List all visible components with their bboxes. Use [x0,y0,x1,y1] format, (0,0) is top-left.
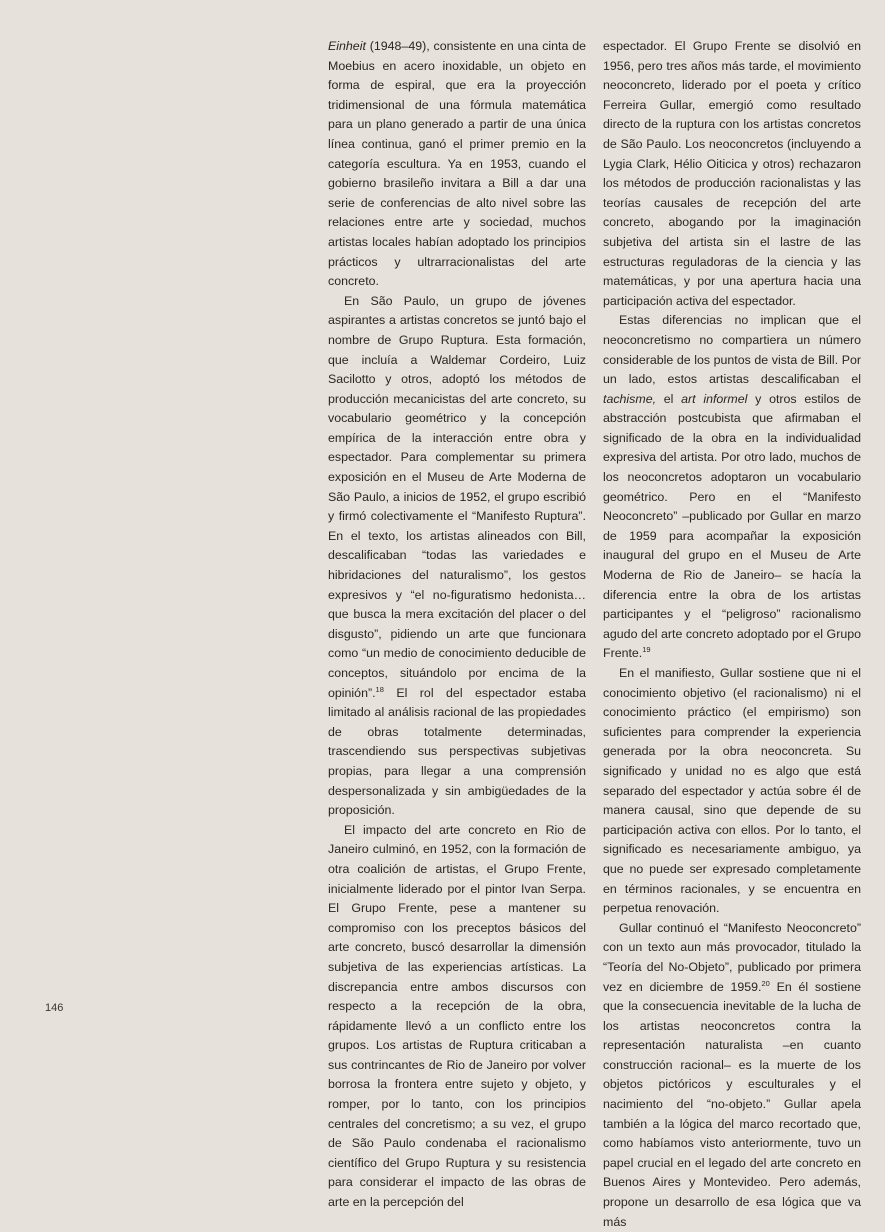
paragraph [328,37,586,292]
paragraph: El impacto del arte concreto en Rio de Janeiro culminó, en 1952, con la formación de otra coalición de artistas, el Grupo Frente, inicialmente liderado por el pintor Ivan Serpa. El Grupo Frente, pese a mantener su compromiso con los preceptos básicos del arte concreto, buscó desarrollar la dimensión subjetiva de las experiencias artísticas. La discrepancia entre ambos discursos con respecto a la recepción de la obra, rápidamente llevó a un conflicto entre los grupos. Los artistas de Ruptura criticaban a sus contrincantes de Rio de Janeiro por volver borrosa la frontera entre sujeto y objeto, y romper, por lo tanto, con los principios centrales del concretismo; a su vez, el grupo de São Paulo condenaba el racionalismo científico del Grupo Ruptura y su resistencia para considerar el impacto de las obras de arte en la percepción del [328,822,586,1210]
paragraph-text: Gullar continuó el “Manifesto Neoconcreto” con un texto aun más provocador, titulado la “Teoría del No-Objeto”, publicado por primera vez en diciembre de 1959. [603,920,861,994]
italic-term: Einheit [328,39,366,53]
paragraph-text: El rol del espectador estaba limitado al análisis racional de las propiedades de obras totalmente determinadas, trascendiendo sus perspectivas subjetivas propias, para llegar a una comprensión despersonalizada y sin ambigüedades de la proposición. [328,685,586,818]
italic-term: tachisme, [603,391,657,406]
paragraph: espectador. El Grupo Frente se disolvió en 1956, pero tres años más tarde, el movimiento neoconcreto, liderado por el poeta y crítico Ferreira Gullar, emergió como resultado directo de la ruptura con los artistas concretos de São Paulo. Los neoconcretos (incluyendo a Lygia Clark, Hélio Oiticica y otros) rechazaron los métodos de producción racionalistas y las teorías causales de recepción del arte concreto, abogando por la imaginación subjetiva del artista sin el lastre de las estructuras reguladoras de la ciencia y las matemáticas, y por una apertura hacia una participación activa del espectador. [603,39,861,308]
paragraph [328,292,586,821]
left-text-column [328,37,586,1213]
paragraph-text: el [656,391,682,406]
paragraph-text: (1948–49), consistente en una cinta de Moebius en acero inoxidable, un objeto en forma de espiral, que era la proyección tridimensional de una fórmula matemática para un plano generado a partir de una única línea continua, ganó el primer premio en la categoría escultura. Ya en 1953, cuando el gobierno brasileño invitara a Bill a dar una serie de conferencias de alto nivel sobre las relaciones entre arte y sociedad, muchos artistas locales habían adoptado los principios prácticos y ultrarracionalistas del arte concreto. [328,39,586,289]
paragraph: En el manifiesto, Gullar sostiene que ni el conocimiento objetivo (el racionalismo) ni el conocimiento práctico (el empirismo) son suficientes para comprender la experiencia generada por la obra neoconcreta. Su significado y unidad no es algo que está separado del espectador y actúa sobre él de manera causal, sino que depende de su participación activa con ellos. Por lo tanto, el significado es necesariamente ambiguo, ya que no puede ser expresado completamente en términos racionales, y se encuentra en perpetua renovación. [603,666,861,916]
paragraph [603,919,861,1232]
page-number: 146 [45,1002,64,1014]
paragraph [603,311,861,664]
paragraph-text: Estas diferencias no implican que el neoconcretismo no compartiera un número considerable de los puntos de vista de Bill. Por un lado, estos artistas descalificaban el [603,313,861,387]
paragraph-text: En él sostiene que la consecuencia inevitable de la lucha de los artistas neoconcretos contra la representación naturalista –en cuanto construcción racional– es la muerte de los objetos pictóricos y esculturales y el nacimiento del “no-objeto.” Gullar apela también a la lógica del marco recortado que, como habíamos visto anteriormente, tuvo un papel crucial en el legado del arte concreto en Buenos Aires y Montevideo. Pero además, propone un desarrollo de esa lógica que va más [603,979,861,1229]
footnote-ref: 19 [642,645,651,655]
paragraph-text: y otros estilos de abstracción postcubista que afirmaban el significado de la obra en la individualidad expresiva del artista. Por otro lado, muchos de los neoconcretos adoptaron un vocabulario geométrico. Pero en el “Manifesto Neoconcreto” –publicado por Gullar en marzo de 1959 para acompañar la exposición inaugural del grupo en el Museu de Arte Moderna de Rio de Janeiro– se hacía la diferencia entre la obra de los artistas participantes y el “peligroso” racionalismo agudo del arte concreto adoptado por el Grupo Frente. [603,391,861,661]
footnote-ref: 20 [761,978,770,988]
paragraph-text: En São Paulo, un grupo de jóvenes aspirantes a artistas concretos se juntó bajo el nombre de Grupo Ruptura. Esta formación, que incluía a Waldemar Cordeiro, Luiz Sacilotto y otros, adoptó los métodos de producción mecanicistas del arte concreto, su vocabulario geométrico y la concepción empírica de la interacción entre obra y espectador. Para complementar su primera exposición en el Museu de Arte Moderna de São Paulo, a inicios de 1952, el grupo escribió y firmó colectivamente el “Manifesto Ruptura”. En el texto, los artistas alineados con Bill, descalificaban “todas las variedades e hibridaciones del naturalismo”, los gestos expresivos y “el no-figuratismo hedonista… que busca la mera excitación del placer o del disgusto”, pidiendo un arte que funcionara como “un medio de conocimiento deducible de conceptos, situándolo por encima de la opinión”. [328,293,586,700]
italic-term: art informel [681,391,748,406]
footnote-ref: 18 [375,684,384,694]
right-text-column [603,37,861,1232]
